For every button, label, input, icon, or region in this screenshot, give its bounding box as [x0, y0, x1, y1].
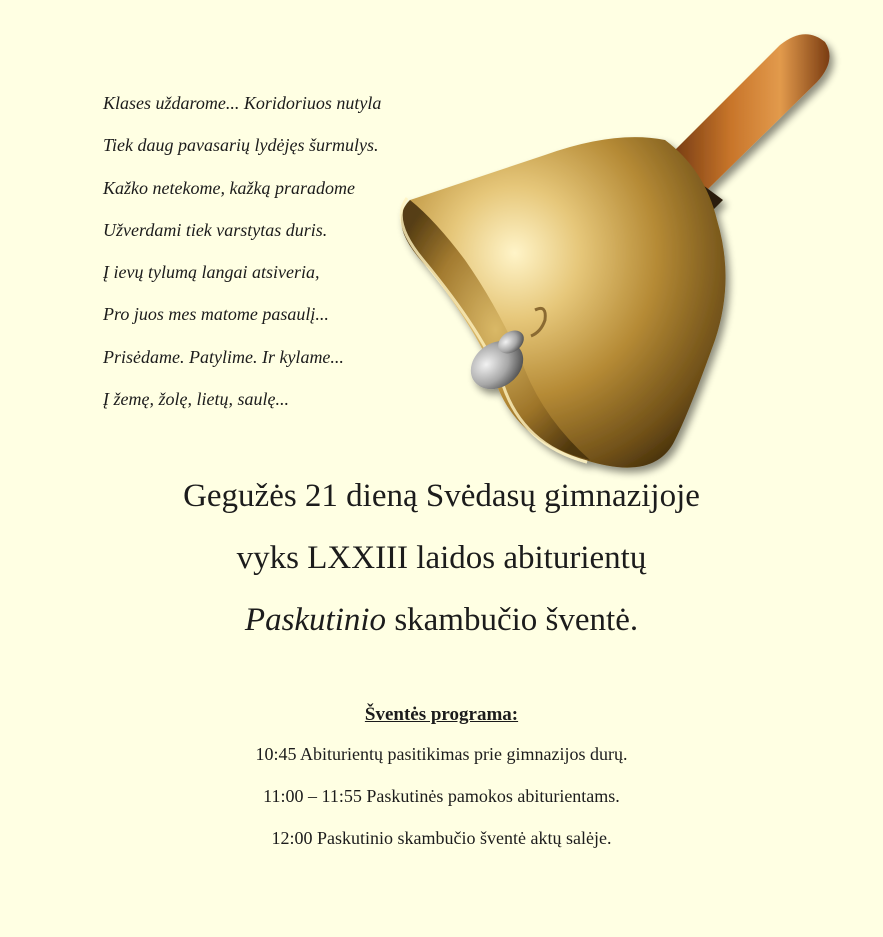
- program-item-1: 10:45 Abiturientų pasitikimas prie gimnazijos durų.: [255, 744, 628, 764]
- announcement-emphasis: Paskutinio: [244, 602, 387, 638]
- announcement-line-2: vyks LXXIII laidos abiturientų: [236, 540, 647, 576]
- program-title: Šventės programa:: [364, 704, 519, 725]
- poem-line-4: Užverdami tiek varstytas duris.: [103, 219, 328, 240]
- poem-line-2: Tiek daug pavasarių lydėjęs šurmulys.: [103, 135, 379, 156]
- poem-line-5: Į ievų tylumą langai atsiveria,: [103, 262, 320, 283]
- poem-line-7: Prisėdame. Patylime. Ir kylame...: [103, 346, 344, 367]
- announcement: [0, 476, 883, 662]
- poem-line-6: Pro juos mes matome pasaulį...: [103, 304, 329, 325]
- announcement-line-1: Gegužės 21 dieną Svėdasų gimnazijoje: [183, 478, 700, 514]
- poem-line-8: Į žemę, žolę, lietų, saulę...: [103, 389, 289, 410]
- poem-line-3: Kažko netekome, kažką praradome: [103, 177, 355, 198]
- announcement-line-3: [0, 600, 883, 640]
- announcement-line-3-rest: skambučio šventė.: [386, 602, 639, 638]
- poem-line-1: Klases uždarome... Koridoriuos nutyla: [103, 93, 382, 113]
- program-item-3: 12:00 Paskutinio skambučio šventė aktų salėje.: [271, 828, 612, 848]
- program-section: [0, 703, 883, 869]
- school-bell-icon: [335, 20, 855, 490]
- program-item-2: 11:00 – 11:55 Paskutinės pamokos abiturientams.: [263, 786, 620, 806]
